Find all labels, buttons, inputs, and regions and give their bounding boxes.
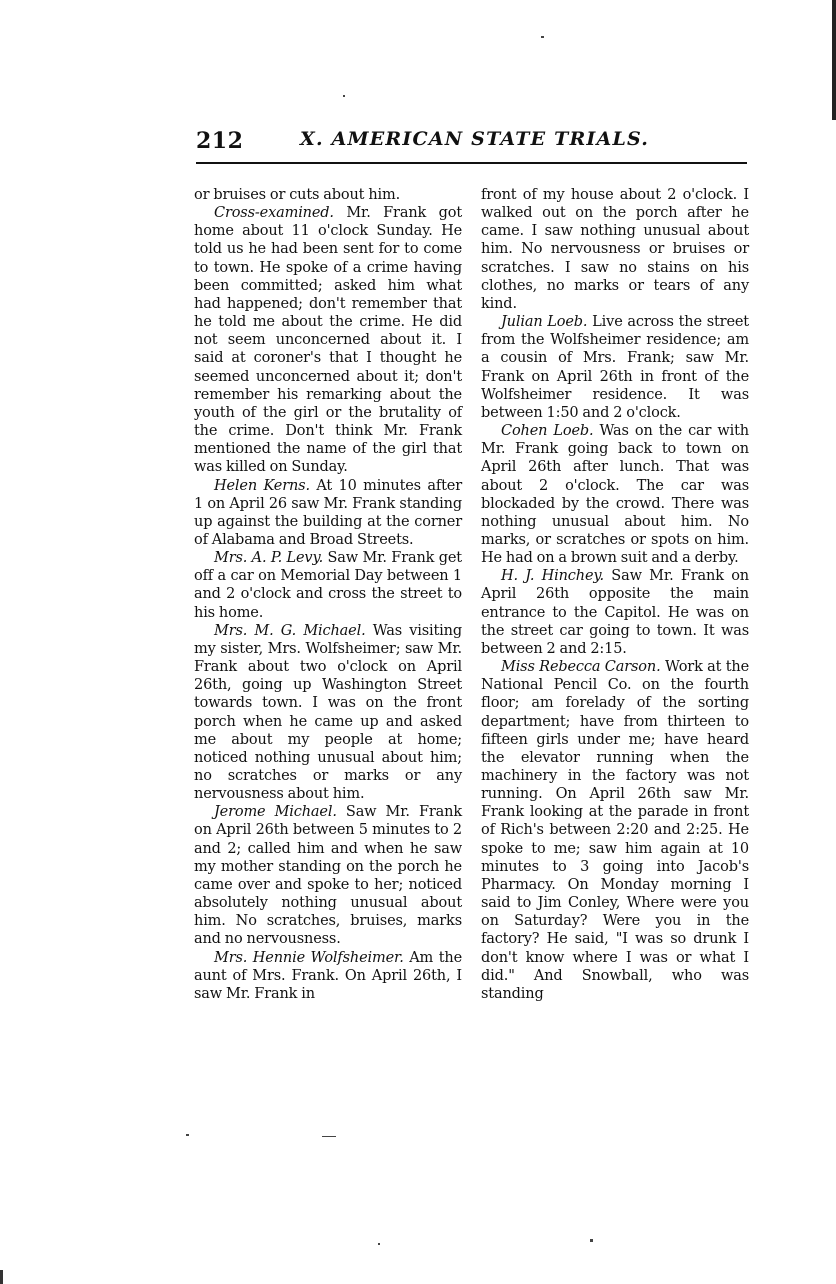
paragraph xyxy=(481,422,749,567)
paragraph-text: Am the aunt of Mrs. Frank. On April 26th, I saw Mr. Frank in xyxy=(194,949,463,1002)
speck xyxy=(590,1239,593,1242)
paragraph-text: Mr. Frank got home about 11 o'clock Sunday. He told us he had been sent for to come to town. He spoke of a crime having been committed; asked him what had happened; don't remember that he told me about the crime. He did not seem unconcerned about it. I said at coroner's that I thought he seemed unconcerned about it; don't remember his remarking about the youth of the girl or the brutality of the crime. Don't think Mr. Frank mentioned the name of the girl that was killed on Sunday. xyxy=(194,205,462,476)
paragraph-text: or bruises or cuts about him. xyxy=(194,187,401,203)
paragraph-text: Saw Mr. Frank on April 26th opposite the main entrance to the Capitol. He was on the street car going to town. It was between 2 and 2:15. xyxy=(481,568,749,657)
paragraph xyxy=(194,622,462,804)
speaker-name: Miss Rebecca Carson. xyxy=(501,659,661,676)
paragraph-text: Work at the National Pencil Co. on the fourth floor; am forelady of the sorting department; have from thirteen to fifteen girls under me; have heard the elevator running when the machinery in the factory was not running. On April 26th saw Mr. Frank looking at the parade in front of Rich's between 2:20 and 2:25. He spoke to me; saw him again at 10 minutes to 3 going into Jacob's Pharmacy. On Monday morning I said to Jim Conley, Where were you on Saturday? Were you in the factory? He said, "I was so drunk I don't know where I was or what I did." And Snowball, who was standing xyxy=(481,659,749,1002)
paragraph xyxy=(194,549,462,622)
paragraph xyxy=(481,313,749,422)
speck xyxy=(186,1134,189,1136)
paragraph-text: Was visiting my sister, Mrs. Wolfsheimer; saw Mr. Frank about two o'clock on April 26th, going up Washington Street towards town. I was on the front porch when he came up and asked me about my people at home; noticed nothing unusual about him; no scratches or marks or any nervousness about him. xyxy=(194,622,462,803)
paragraph xyxy=(194,477,462,550)
speck xyxy=(322,1136,336,1137)
speaker-name: Jerome Michael. xyxy=(214,804,337,821)
paragraph xyxy=(194,949,462,1003)
speaker-name: Helen Kerns. xyxy=(214,477,310,494)
paragraph xyxy=(481,567,749,658)
speaker-name: Mrs. A. P. Levy. xyxy=(214,550,324,567)
right-column xyxy=(481,186,749,1003)
speaker-name: Cross-examined. xyxy=(214,205,334,222)
page-edge-mark xyxy=(832,0,836,120)
running-title: X. AMERICAN STATE TRIALS. xyxy=(300,128,650,150)
header-rule xyxy=(196,162,747,164)
left-column xyxy=(194,186,462,1003)
speaker-name: Julian Loeb. xyxy=(501,314,588,331)
paragraph xyxy=(194,803,462,948)
paragraph xyxy=(481,658,749,1003)
paragraph xyxy=(194,186,462,204)
page-number: 212 xyxy=(196,128,244,154)
paragraph xyxy=(481,186,749,313)
paragraph xyxy=(194,204,462,476)
paragraph-text: Saw Mr. Frank get off a car on Memorial Day between 1 and 2 o'clock and cross the street to his home. xyxy=(194,550,462,621)
page-edge-tick xyxy=(0,1270,3,1284)
speck xyxy=(541,36,544,38)
speck xyxy=(343,95,345,97)
speaker-name: H. J. Hinchey. xyxy=(501,568,604,585)
paragraph-text: Was on the car with Mr. Frank going back to town on April 26th after lunch. That was about 2 o'clock. The car was blockaded by the crowd. There was nothing unusual about him. No marks, or scratches or spots on him. He had on a brown suit and a derby. xyxy=(481,423,749,567)
paragraph-text: At 10 minutes after 1 on April 26 saw Mr. Frank standing up against the building at the corner of Alabama and Broad Streets. xyxy=(194,477,463,548)
paragraph-text: front of my house about 2 o'clock. I walked out on the porch after he came. I saw nothing unusual about him. No nervousness or bruises or scratches. I saw no stains on his clothes, no marks or tears of any kind. xyxy=(481,187,749,312)
paragraph-text: Live across the street from the Wolfsheimer residence; am a cousin of Mrs. Frank; saw Mr. Frank on April 26th in front of the Wolfsheimer residence. It was between 1:50 and 2 o'clock. xyxy=(481,314,749,421)
speaker-name: Mrs. Hennie Wolfsheimer. xyxy=(214,949,404,966)
speaker-name: Cohen Loeb. xyxy=(501,423,594,440)
speaker-name: Mrs. M. G. Michael. xyxy=(214,622,366,639)
paragraph-text: Saw Mr. Frank on April 26th between 5 minutes to 2 and 2; called him and when he saw my mother standing on the porch he came over and spoke to her; noticed absolutely nothing unusual about him. No scratches, bruises, marks and no nervousness. xyxy=(194,804,462,948)
speck xyxy=(378,1243,380,1245)
